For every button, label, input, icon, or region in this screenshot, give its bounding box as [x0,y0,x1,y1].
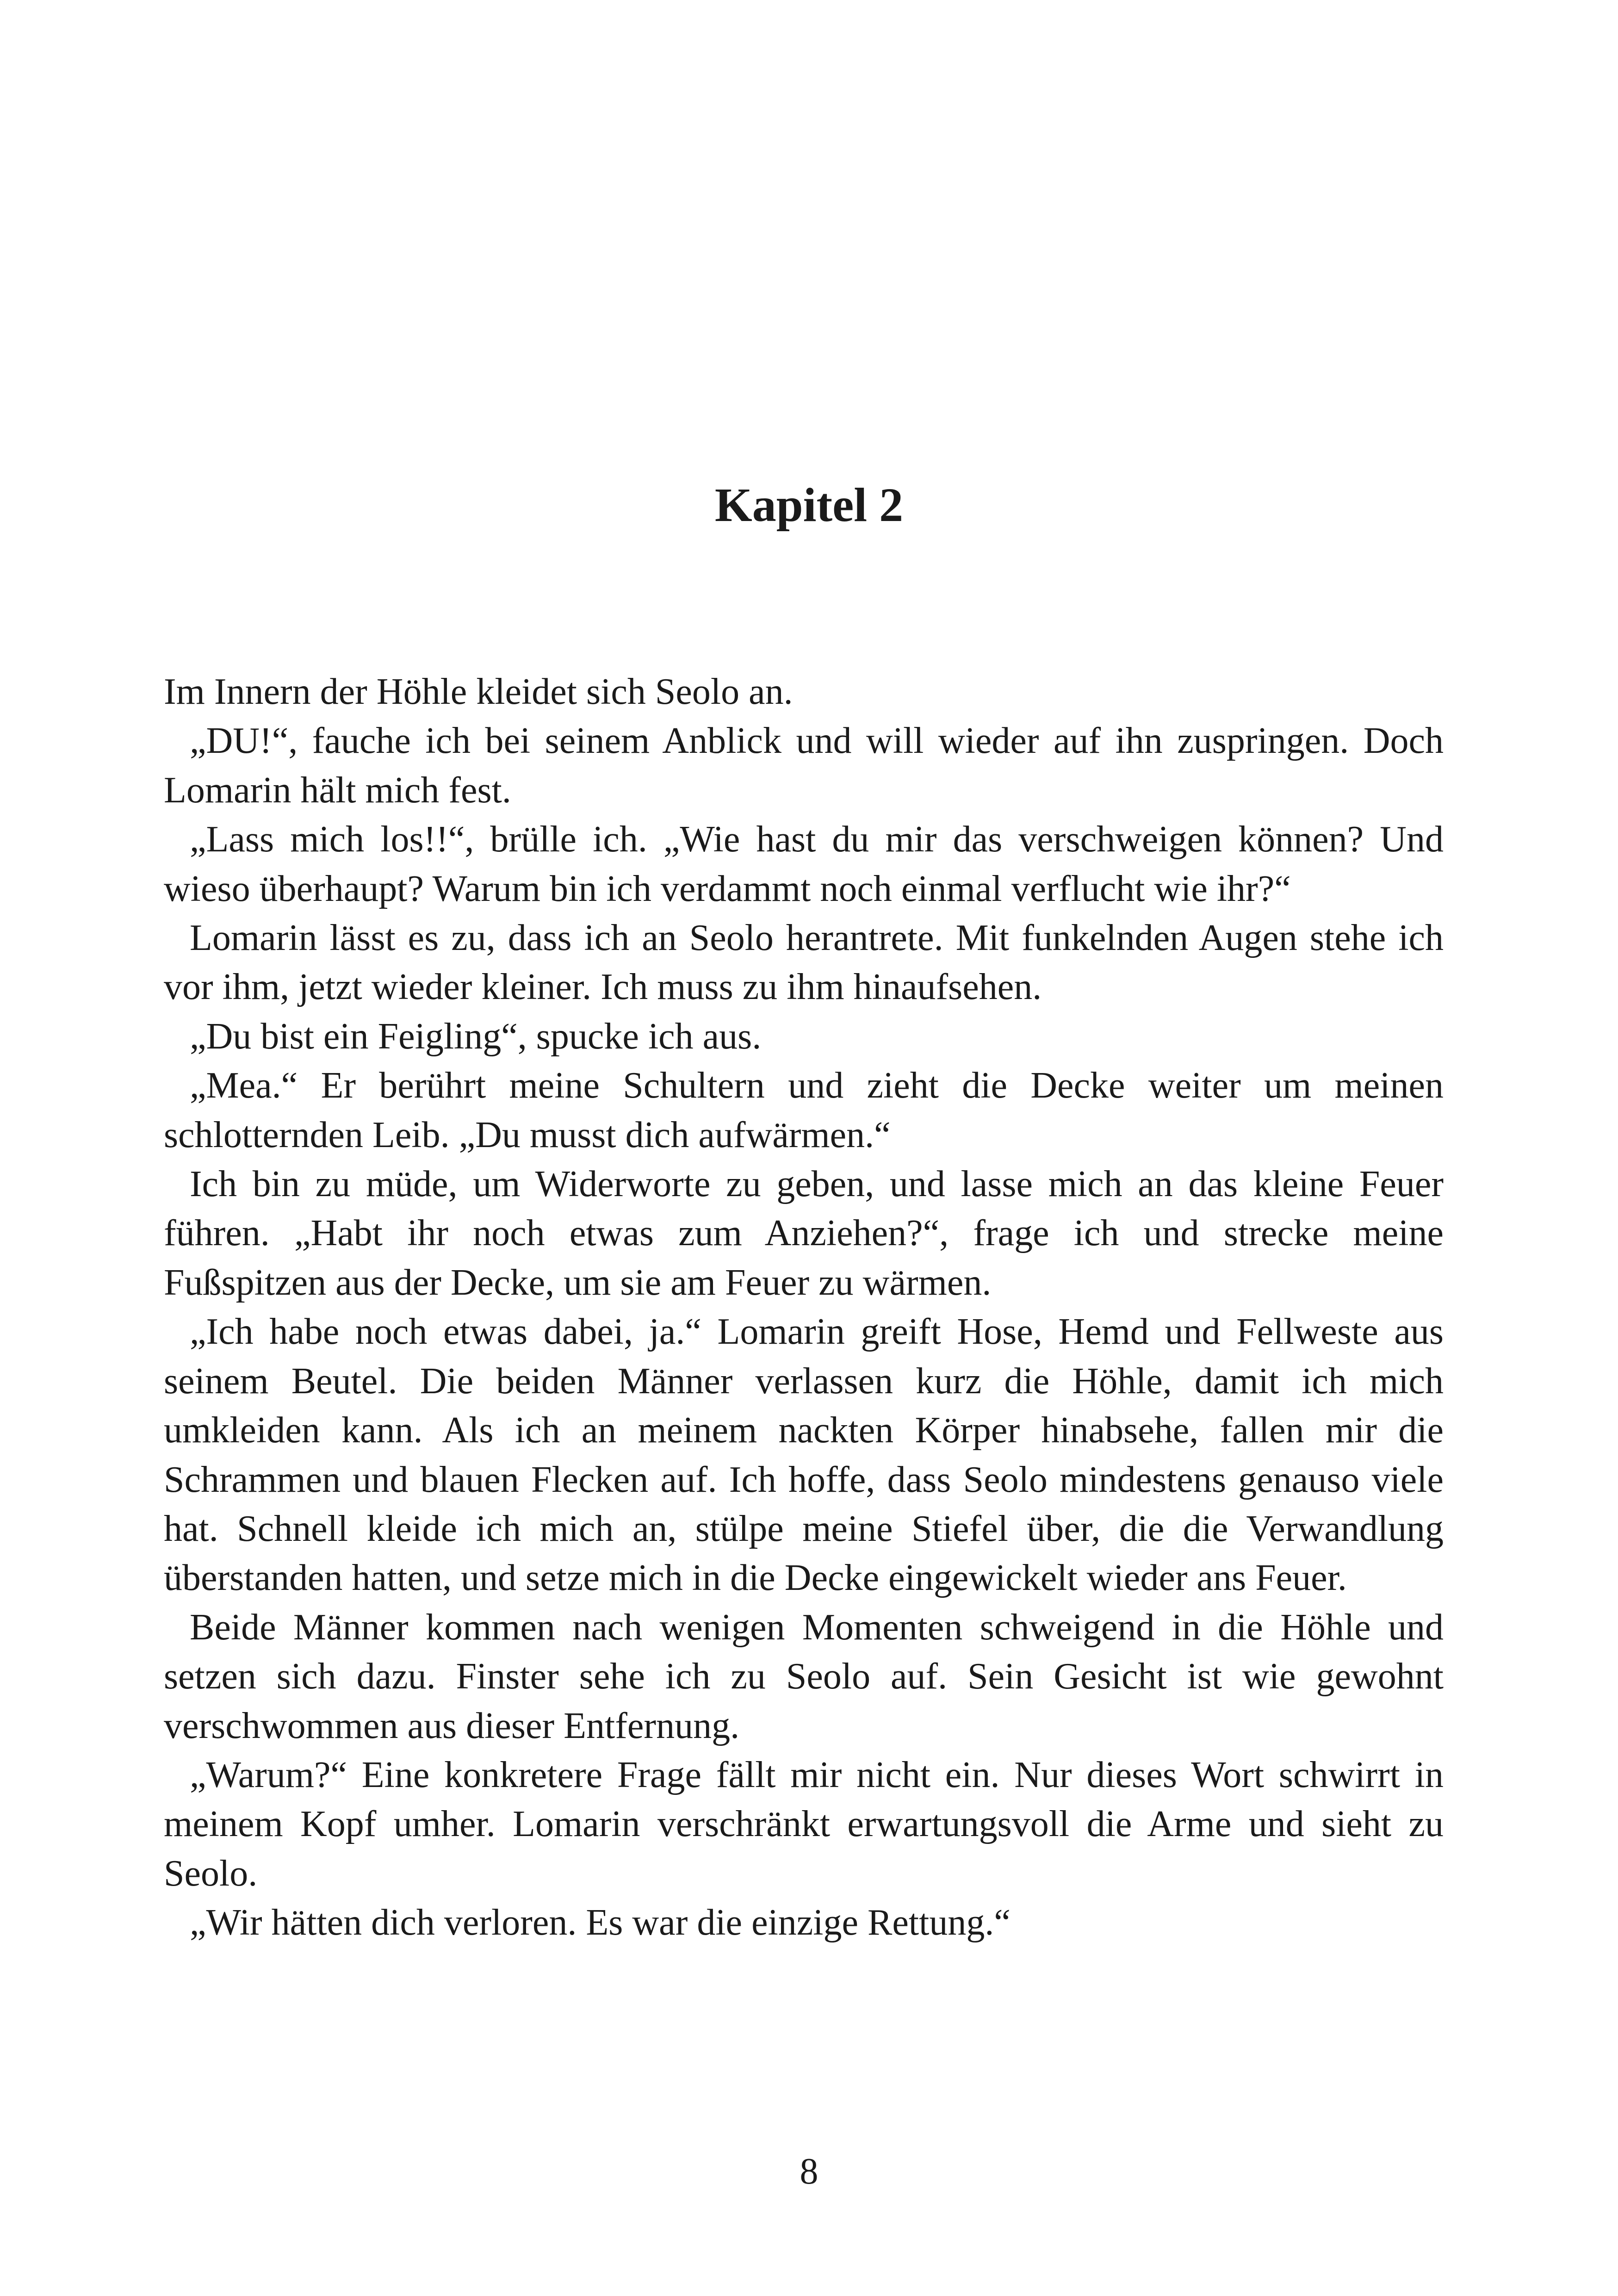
paragraph: „Wir hätten dich verloren. Es war die einzige Rettung.“ [190,1902,1010,1943]
paragraph: „Ich habe noch etwas dabei, ja.“ Lomarin greift Hose, Hemd und Fellweste aus seinem Beutel. Die beiden Männer verlassen kurz die Höhle, damit ich mich umkleiden kann. Als ich an meinem nackten Körper hinabsehe, fallen mir die Schrammen und blauen Flecken auf. Ich hoffe, dass Seolo mindestens genauso viele hat. Schnell kleide ich mich an, stülpe meine Stiefel über, die die Verwandlung überstanden hatten, und setze mich in die Decke eingewickelt wieder ans Feuer. [164,1311,1444,1599]
page-number: 8 [800,2151,818,2192]
paragraph: Ich bin zu müde, um Widerworte zu geben, und lasse mich an das kleine Feuer führen. „Habt ihr noch etwas zum Anziehen?“, frage ich und strecke meine Fußspitzen aus der Decke, um sie am Feuer zu wärmen. [164,1164,1444,1303]
paragraph: Beide Männer kommen nach wenigen Momenten schweigend in die Höhle und setzen sich dazu. Finster sehe ich zu Seolo auf. Sein Gesicht ist wie gewohnt verschwommen aus dieser Entfernung. [164,1607,1444,1746]
paragraph: „Mea.“ Er berührt meine Schultern und zieht die Decke weiter um meinen schlotternden Leib. „Du musst dich aufwärmen.“ [164,1065,1444,1155]
paragraph: „Du bist ein Feigling“, spucke ich aus. [190,1016,762,1057]
chapter-title: Kapitel 2 [714,478,904,532]
paragraph: „DU!“, fauche ich bei seinem Anblick und will wieder auf ihn zuspringen. Doch Lomarin hält mich fest. [164,720,1444,811]
paragraph: Im Innern der Höhle kleidet sich Seolo an. [164,671,793,712]
paragraph: „Lass mich los!!“, brülle ich. „Wie hast du mir das verschweigen können? Und wieso überhaupt? Warum bin ich verdammt noch einmal verflucht wie ihr?“ [164,819,1444,909]
chapter-body [164,667,1444,1948]
paragraph: Lomarin lässt es zu, dass ich an Seolo herantrete. Mit funkelnden Augen stehe ich vor ihm, jetzt wieder kleiner. Ich muss zu ihm hinaufsehen. [164,918,1444,1008]
paragraph: „Warum?“ Eine konkretere Frage fällt mir nicht ein. Nur dieses Wort schwirrt in meinem Kopf umher. Lomarin verschränkt erwartungsvoll die Arme und sieht zu Seolo. [164,1754,1444,1894]
